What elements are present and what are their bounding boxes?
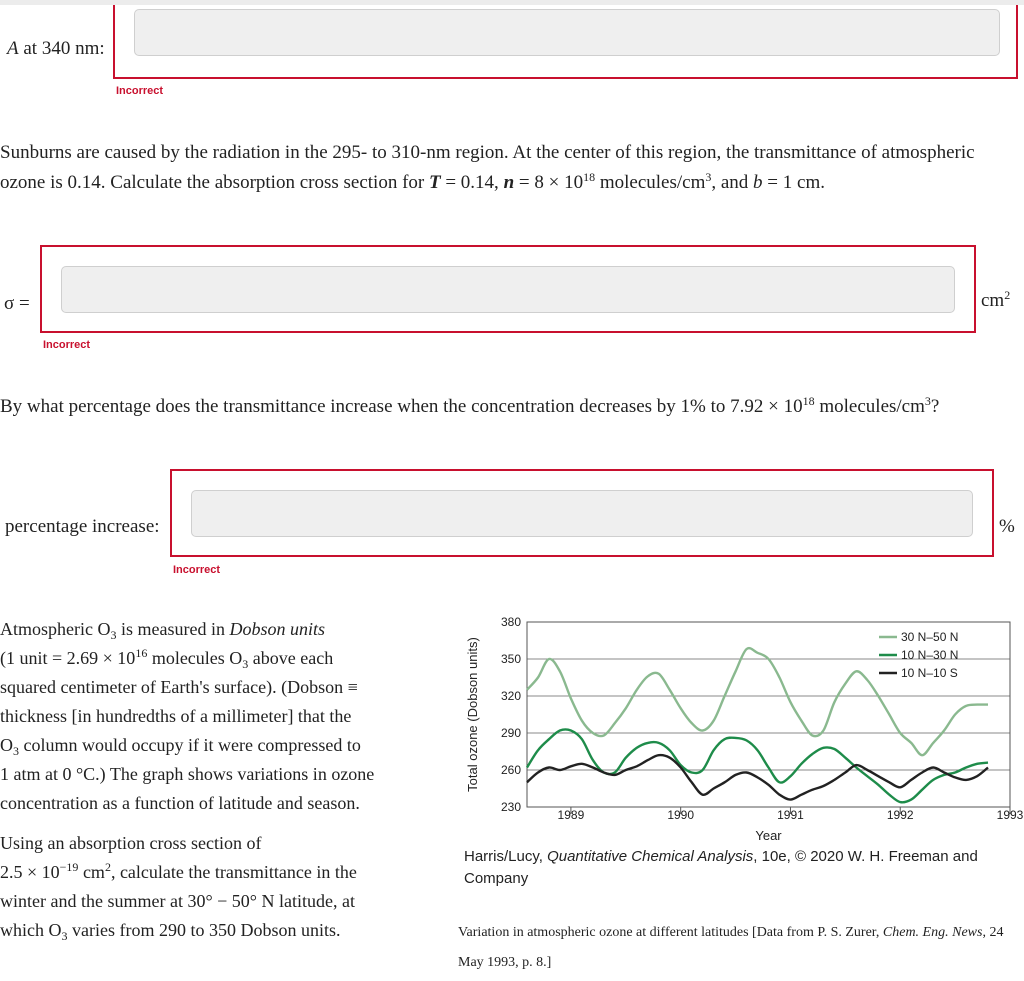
y-tick-label: 320: [500, 689, 521, 703]
x-tick-label: 1990: [667, 808, 695, 822]
q2-prompt: Sunburns are caused by the radiation in the 295- to 310-nm region. At the center of this region, the transmittance of atmospheric ozone is 0.14. Calculate the absorption cross section for T = 0.14, $n = 8 \times 10^{18}$ molecules/$cm^3$, and b = 1 cm.: [0, 142, 975, 193]
y-tick-label: 350: [500, 652, 521, 666]
ozone-chart: [455, 608, 1024, 848]
series-line-1: [527, 648, 988, 755]
legend-entry: 10 N–30 N: [901, 648, 959, 662]
y-tick-label: 380: [500, 615, 521, 629]
q2-label: σ =: [4, 293, 30, 314]
q1-answer-frame: [113, 5, 1018, 79]
task-paragraph: Using an absorption cross section of $2.5 \times 10^{-19}$ $cm^2$, calculate the transmittance in the winter and the summer at 30° − 50° N latitude, at which $O_3$ varies from 290 to 350 Dobson units.: [0, 833, 357, 943]
sigma-answer-input[interactable]: [61, 266, 955, 313]
series-line-2: [527, 729, 988, 802]
q3-answer-frame: [170, 469, 994, 557]
legend-entry: 10 N–10 S: [901, 666, 958, 680]
q1-label: A at 340 nm:: [7, 38, 105, 59]
legend-entry: 30 N–50 N: [901, 630, 959, 644]
q1-feedback: Incorrect: [116, 85, 164, 97]
y-tick-label: 290: [500, 726, 521, 740]
figure-caption: Variation in atmospheric ozone at different latitudes [Data from P. S. Zurer, Chem. Eng. News, 24 May 1993, p. 8.]: [458, 925, 1004, 970]
x-axis-label: Year: [755, 828, 782, 843]
x-tick-label: 1989: [557, 808, 585, 822]
q2-unit: $cm^2$: [981, 288, 1011, 311]
q3-feedback: Incorrect: [173, 564, 221, 576]
info-paragraph: Atmospheric $O_3$ is measured in Dobson units (1 unit = $2.69 \times 10^{16}$ molecules $O_3$ above each squared centimeter of Earth's surface). (Dobson ≡ thickness [in hundredths of a millimeter] that the $O_3$ column would occupy if it were compressed to 1 atm at 0 °C.) The graph shows variations in ozone concentration as a function of latitude and season.: [0, 619, 375, 813]
percentage-answer-input[interactable]: [191, 490, 973, 537]
q3-prompt: By what percentage does the transmittance increase when the concentration decreases by 1% to $7.92 \times 10^{18}$ molecules/$cm^3$?: [0, 394, 940, 417]
q2-answer-frame: [40, 245, 976, 333]
x-tick-label: 1992: [886, 808, 914, 822]
y-axis-label: Total ozone (Dobson units): [465, 637, 480, 792]
figure-credit: Harris/Lucy, Quantitative Chemical Analysis, 10e, © 2020 W. H. Freeman and Company: [464, 848, 978, 887]
y-tick-label: 260: [500, 763, 521, 777]
q1-answer-input[interactable]: [134, 9, 1000, 56]
q3-unit: %: [999, 516, 1015, 537]
q3-label: percentage increase:: [5, 516, 160, 537]
x-tick-label: 1991: [777, 808, 804, 822]
y-tick-label: 230: [500, 800, 521, 814]
x-tick-label: 1993: [996, 808, 1024, 822]
q2-feedback: Incorrect: [43, 339, 91, 351]
